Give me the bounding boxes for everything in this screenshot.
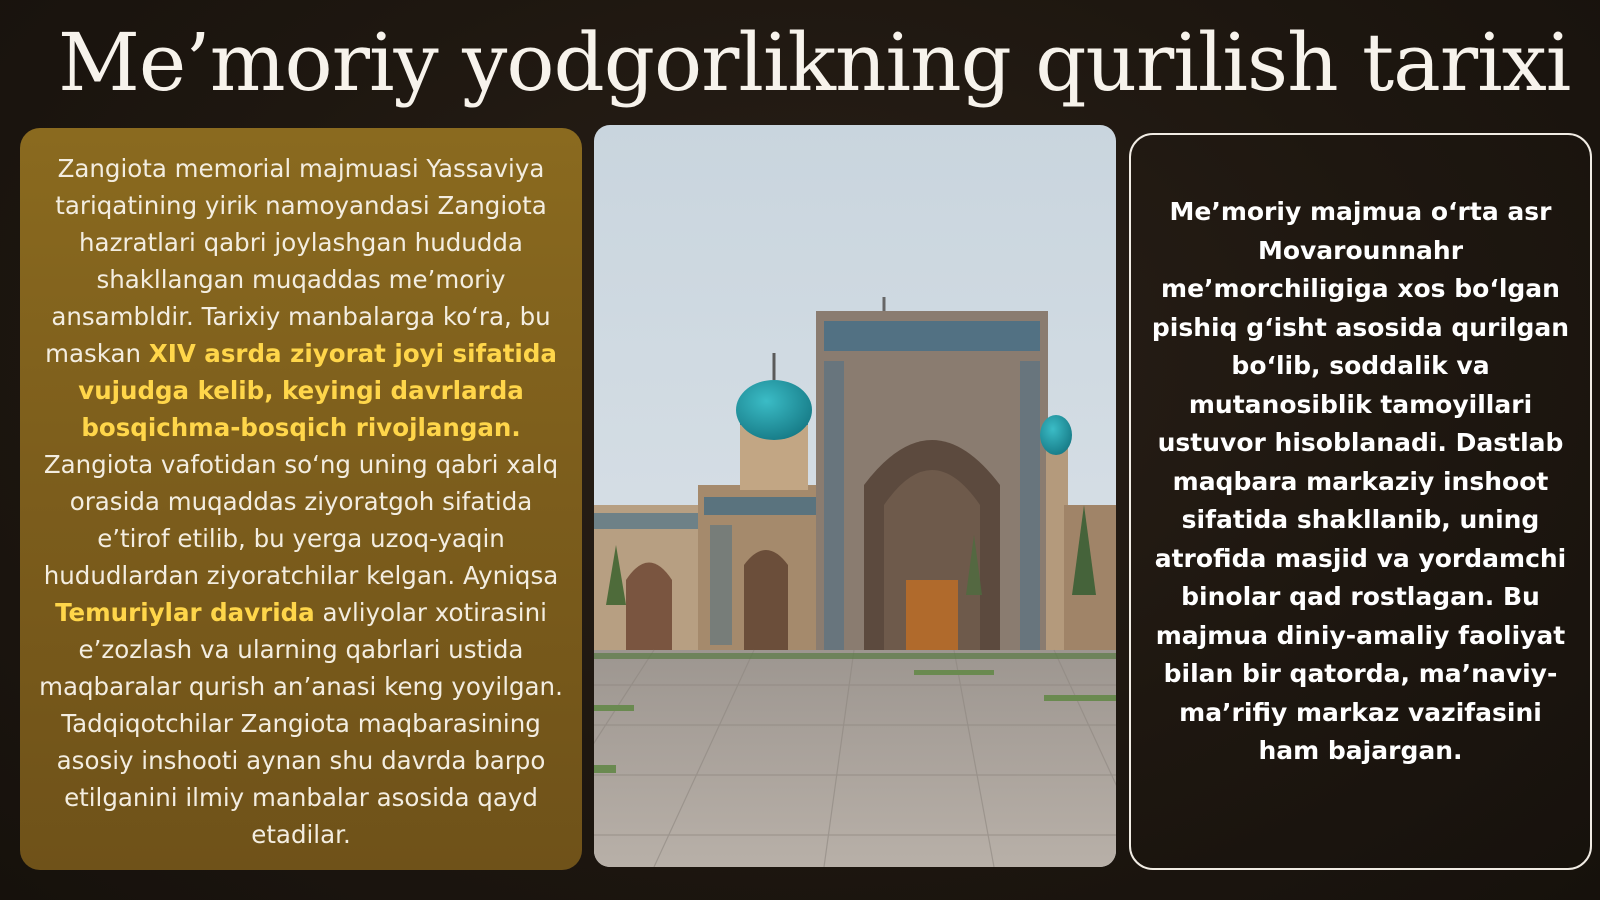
history-text-part-3: avliyolar xotirasini e’zozlash va ularning qabrlari ustida maqbaralar qurish an’anasi keng yoyilgan. Tadqiqotchilar Zangiota maqbarasining asosiy inshooti aynan shu davrda barpo etilganini ilmiy manbalar asosida qayd etadilar. xyxy=(39,598,563,849)
mausoleum-photo xyxy=(594,125,1116,867)
history-highlight-1: XIV asrda ziyorat joyi sifatida vujudga kelib, keyingi davrlarda bosqichma-bosqich rivojlangan. xyxy=(78,339,557,442)
turquoise-dome xyxy=(736,380,812,440)
history-highlight-2: Temuriylar davrida xyxy=(55,598,315,627)
history-text-part-1: Zangiota memorial majmuasi Yassaviya tariqatining yirik namoyandasi Zangiota hazratlari qabri joylashgan hududda shakllangan muqaddas me’moriy ansambldir. Tarixiy manbalarga ko‘ra, bu maskan xyxy=(45,154,551,368)
slide-title: Me’moriy yodgorlikning qurilish tarixi xyxy=(58,16,1571,109)
history-text-part-2: Zangiota vafotidan so‘ng uning qabri xalq orasida muqaddas ziyoratgoh sifatida e’tirof etilib, bu yerga uzoq-yaqin hududlardan ziyoratchilar kelgan. Ayniqsa xyxy=(43,450,559,590)
architecture-text: Me’moriy majmua o‘rta asr Movarounnahr me’morchiligiga xos bo‘lgan pishiq g‘isht asosida qurilgan bo‘lib, soddalik va mutanosiblik tamoyillari ustuvor hisoblanadi. Dastlab maqbara markaziy inshoot sifatida shakllanib, uning atrofida masjid va yordamchi binolar qad rostlagan. Bu majmua diniy-amaliy faoliyat bilan bir qatorda, ma’naviy-ma’rifiy markaz vazifasini ham bajargan. xyxy=(1151,197,1570,765)
history-text-card xyxy=(20,128,582,870)
architecture-text-card xyxy=(1129,133,1592,870)
